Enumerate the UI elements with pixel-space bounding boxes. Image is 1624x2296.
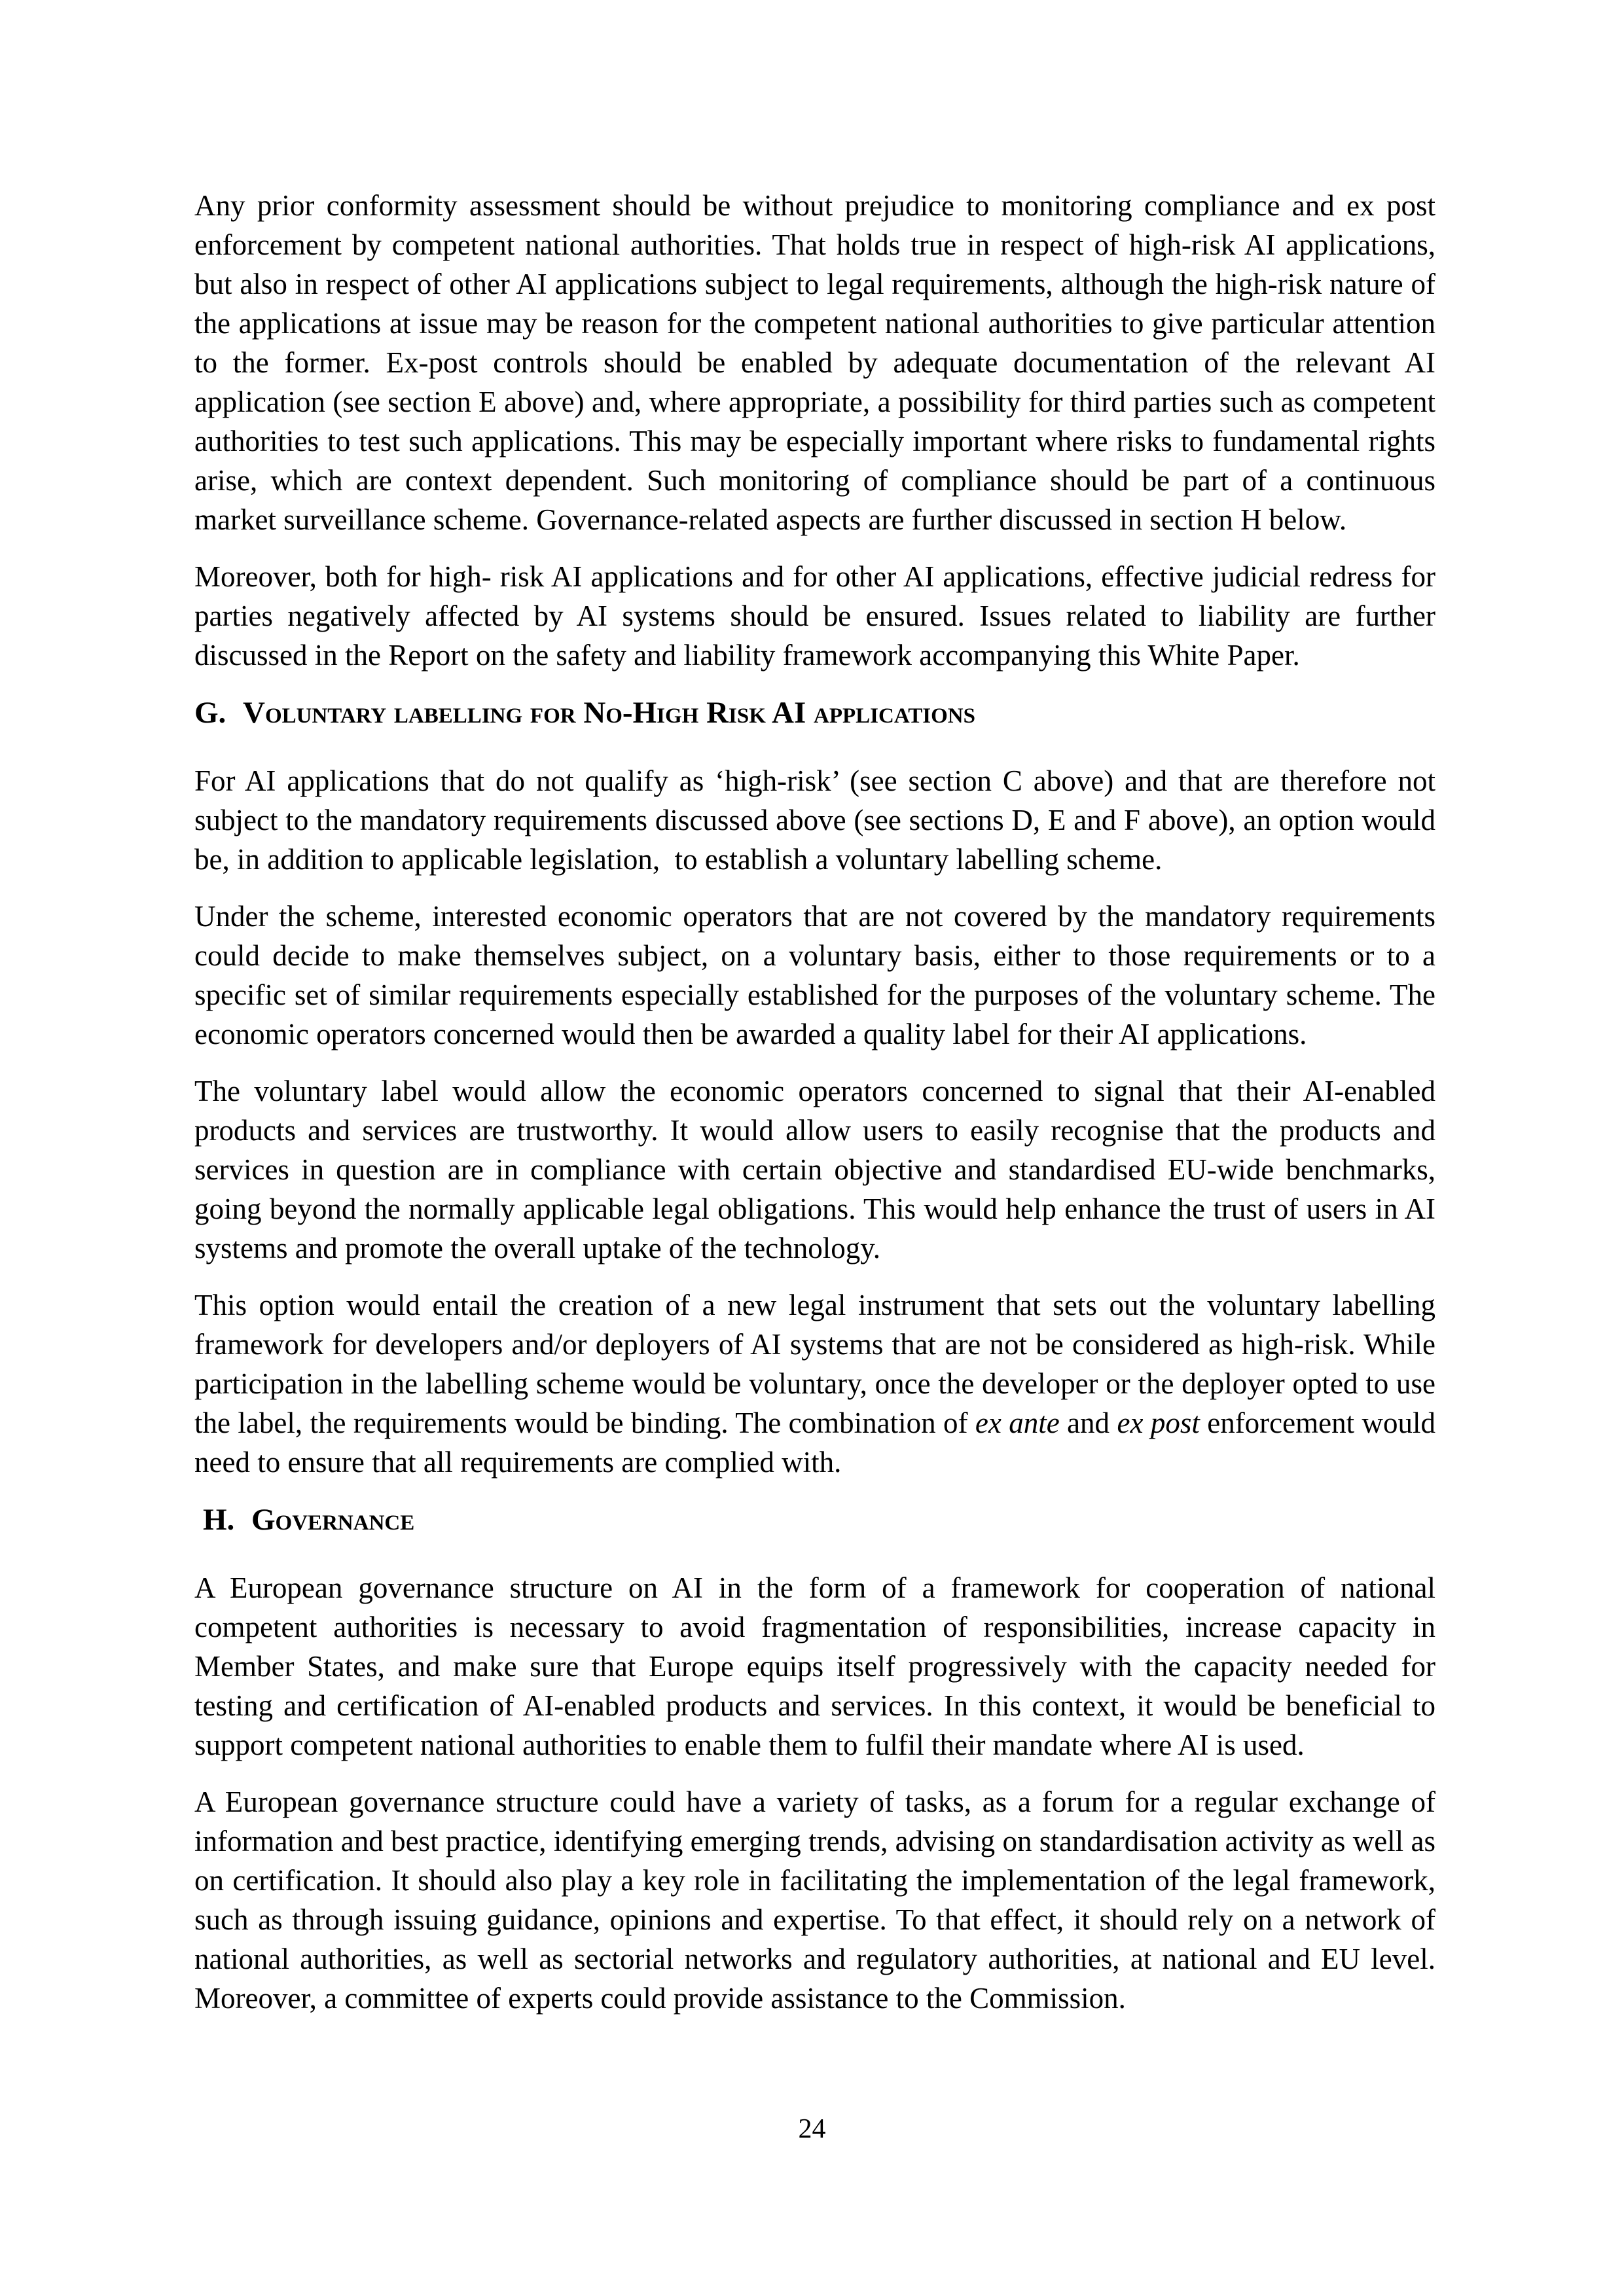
text-run: Moreover, both for high- risk AI applications and for other AI applications, effective judicial redress for parties negatively affected by AI systems should be ensured. Issues related to liability are further discussed in the Report on the safety and liability framework accompanying this White Paper. [194, 560, 1435, 672]
page-footer [0, 2115, 1624, 2143]
paragraph [194, 1071, 1435, 1268]
paragraph [194, 1568, 1435, 1765]
page-number: 24 [798, 2114, 826, 2144]
text-run: Any prior conformity assessment should be without prejudice to monitoring compliance and ex post enforcement by competent national authorities. That holds true in respect of high-risk AI applications, but also in respect of other AI applications subject to legal requirements, although the high-risk nature of the applications at issue may be reason for the competent national authorities to give particular attention to the former. Ex-post controls should be enabled by adequate documentation of the relevant AI application (see section E above) and, where appropriate, a possibility for third parties such as competent authorities to test such applications. This may be especially important where risks to fundamental rights arise, which are context dependent. Such monitoring of compliance should be part of a continuous market surveillance scheme. Governance-related aspects are further discussed in section H below. [194, 189, 1435, 536]
section-heading [194, 1499, 1435, 1540]
heading-text [251, 1499, 414, 1540]
paragraph [194, 761, 1435, 879]
heading-label: G. [194, 696, 226, 730]
text-run: A European governance structure could have a variety of tasks, as a forum for a regular exchange of information and best practice, identifying emerging trends, advising on standardisation activity as well as on certification. It should also play a key role in facilitating the implementation of the legal framework, such as through issuing guidance, opinions and expertise. To that effect, it should rely on a network of national authorities, as well as sectorial networks and regulatory authorities, at national and EU level. Moreover, a committee of experts could provide assistance to the Commission. [194, 1785, 1435, 2015]
paragraph [194, 897, 1435, 1054]
heading-label: H. [203, 1503, 235, 1537]
italic-text-run: ex post [1117, 1407, 1200, 1439]
text-run: Under the scheme, interested economic operators that are not covered by the mandatory requirements could decide to make themselves subject, on a voluntary basis, either to those requirements or to a specific set of similar requirements especially established for the purposes of the voluntary scheme. The economic operators concerned would then be awarded a quality label for their AI applications. [194, 900, 1435, 1050]
italic-text-run: ex ante [975, 1407, 1060, 1439]
heading-text [243, 692, 975, 733]
document-body [194, 186, 1435, 2036]
text-run: A European governance structure on AI in the form of a framework for cooperation of national competent authorities is necessary to avoid fragmentation of responsibilities, increase capacity in Member States, and make sure that Europe equips itself progressively with the capacity needed for testing and certification of AI-enabled products and services. In this context, it would be beneficial to support competent national authorities to enable them to fulfil their mandate where AI is used. [194, 1571, 1435, 1761]
section-heading [194, 692, 1435, 733]
paragraph [194, 186, 1435, 539]
text-run: enforcement would need to ensure that all requirements are complied with. [194, 1407, 1435, 1479]
text-run: The voluntary label would allow the economic operators concerned to signal that their AI-enabled products and services are trustworthy. It would allow users to easily recognise that the products and services in question are in compliance with certain objective and standardised EU-wide benchmarks, going beyond the normally applicable legal obligations. This would help enhance the trust of users in AI systems and promote the overall uptake of the technology. [194, 1075, 1435, 1265]
text-run: This option would entail the creation of a new legal instrument that sets out the voluntary labelling framework for developers and/or deployers of AI systems that are not be considered as high-risk. While participation in the labelling scheme would be voluntary, once the developer or the deployer opted to use the label, the requirements would be binding. The combination of [194, 1289, 1435, 1439]
text-run: and [1059, 1407, 1117, 1439]
paragraph [194, 1285, 1435, 1482]
text-run: Governance [251, 1503, 415, 1537]
text-run: For AI applications that do not qualify as ‘high-risk’ (see section C above) and that are therefore not subject to the mandatory requirements discussed above (see sections D, E and F above), an option would be, in addition to applicable legislation, to establish a voluntary labelling scheme. [194, 764, 1435, 876]
paragraph [194, 1782, 1435, 2018]
paragraph [194, 557, 1435, 675]
text-run: Voluntary labelling for No-High Risk AI applications [243, 696, 975, 730]
